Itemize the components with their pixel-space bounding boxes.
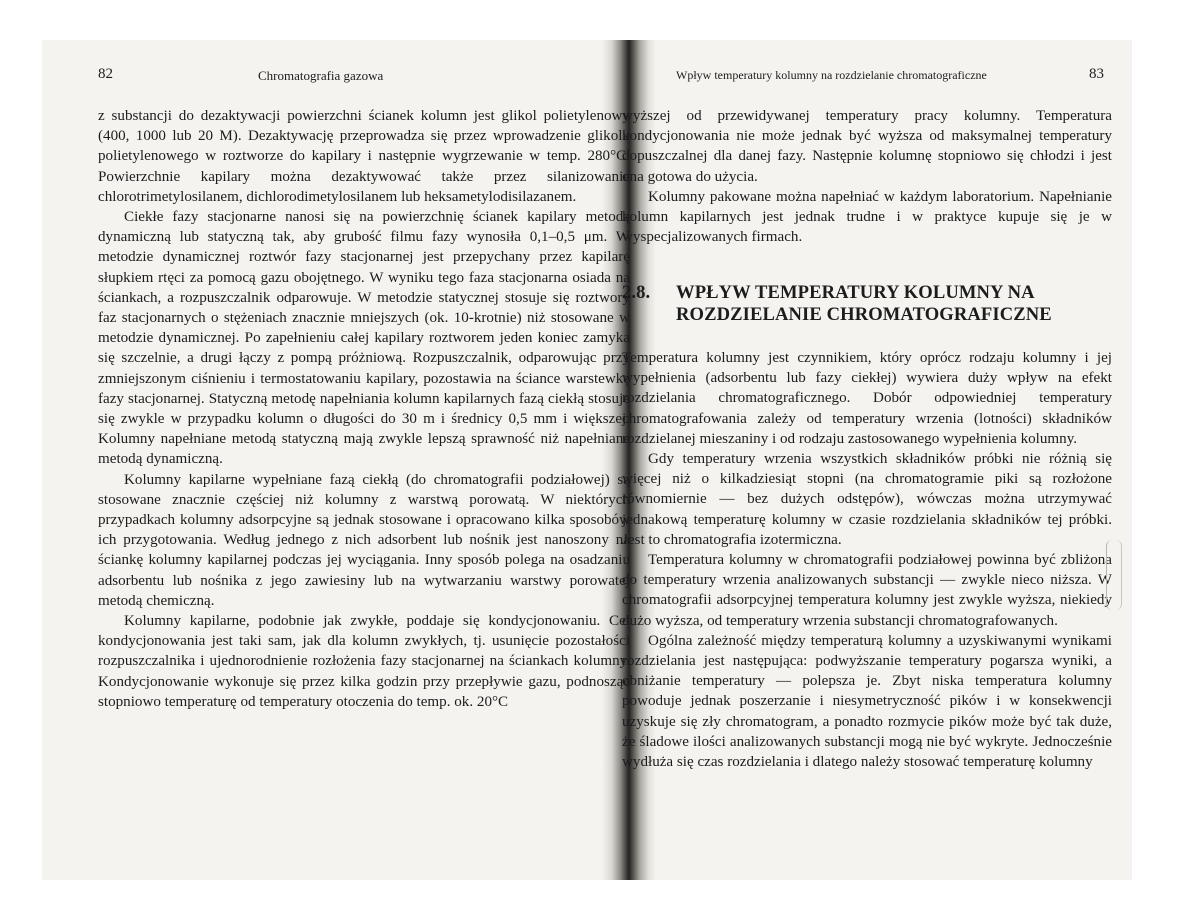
running-title: Chromatografia gazowa bbox=[258, 68, 384, 83]
paragraph: wyższej od przewidywanej temperatury pracy kolumny. Temperatura kondycjonowania nie może jednak być wyższa od maksymalnej temperatury dopuszczalnej dla danej fazy. Następnie kolumnę stopniowo się chłodzi i jest ona gotowa do użycia. bbox=[622, 108, 1112, 185]
left-page-header bbox=[98, 68, 638, 88]
right-page-top-body bbox=[622, 106, 1112, 247]
paragraph: Ogólna zależność między temperaturą kolumny a uzyskiwanymi wynikami rozdzielania jest następująca: podwyższanie temperatury pogarsza wyniki, a obniżanie temperatury — polepsza je. Zbyt niska temperatura kolumny powoduje jednak poszerzanie i niesymetryczność pików i w konsekwencji uzyskuje się zły chromatogram, a ponadto rozmycie pików może być tak duże, że śladowe ilości analizowanych substancji mogą nie być wykryte. Jednocześnie wydłuża się czas rozdzielania i dlatego należy stosować temperaturę kolumny bbox=[622, 632, 1112, 771]
right-page-section-body bbox=[622, 348, 1112, 772]
paragraph: z substancji do dezaktywacji powierzchni ścianek kolumn jest glikol polietylenowy (400, 1000 lub 20 M). Dezaktywację przeprowadza się przez wprowadzenie glikolu polietylenowego w roztworze do kapilary i następnie wygrzewanie w temp. 280°C. Powierzchnie kapilary można dezaktywować także przez silanizowanie chlorotrimetylosilanem, dichlorodimetylosilanem lub heksametylodisilazanem. bbox=[98, 108, 630, 205]
paragraph: Kolumny pakowane można napełniać w każdym laboratorium. Napełnianie kolumn kapilarnych jest jednak trudne i w praktyce kupuje się je w wyspecjalizowanych firmach. bbox=[622, 188, 1112, 246]
paragraph: Kolumny kapilarne, podobnie jak zwykłe, poddaje się kondycjonowaniu. Cel kondycjonowania jest taki sam, jak dla kolumn zwykłych, tj. usunięcie pozostałości rozpuszczalnika i ujednorodnienie rozłożenia fazy stacjonarnej na ściankach kolumny. Kondycjonowanie wykonuje się przez kilka godzin przy przepływie gazu, podnosząc stopniowo temperaturę od temperatury otoczenia do temp. ok. 20°C bbox=[98, 613, 630, 710]
paragraph: Ciekłe fazy stacjonarne nanosi się na powierzchnię ścianek kapilary metodą dynamiczną lub statyczną tak, aby grubość filmu fazy wynosiła 0,1–0,5 μm. W metodzie dynamicznej roztwór fazy stacjonarnej jest przepychany przez kapilarę słupkiem rtęci za pomocą gazu obojętnego. W wyniku tego faza stacjonarna osiada na ściankach, a rozpuszczalnik odparowuje. W metodzie statycznej stosuje się roztwory faz stacjonarnych o stężeniach znacznie mniejszych (ok. 10-krotnie) niż stosowane w metodzie dynamicznej. Po zapełnieniu całej kapilary roztworem jeden koniec zamyka się szczelnie, a drugi łączy z pompą próżniową. Rozpuszczalnik, odparowując przy zmniejszonym ciśnieniu i termostatowaniu kapilary, pozostawia na ściance warstewkę fazy stacjonarnej. Statyczną metodę napełniania kolumn kapilarnych fazą ciekłą stosuje się zwykle w przypadku kolumn o długości do 30 m i średnicy 0,5 mm i większej. Kolumny napełniane metodą statyczną mają zwykle lepszą sprawność niż napełniane metodą dynamiczną. bbox=[98, 209, 630, 468]
left-page-body bbox=[98, 106, 630, 712]
paragraph: Temperatura kolumny w chromatografii podziałowej powinna być zbliżona do temperatury wrzenia analizowanych substancji — zwykle nieco niższa. W chromatografii adsorpcyjnej temperatura kolumny jest zwykle wyższa, niekiedy dużo wyższa, od temperatury wrzenia substancji chromatografowanych. bbox=[622, 552, 1112, 629]
running-title: Wpływ temperatury kolumny na rozdzielanie chromatograficzne bbox=[676, 68, 987, 82]
section-title: WPŁYW TEMPERATURY KOLUMNY NA ROZDZIELANIE CHROMATOGRAFICZNE bbox=[676, 282, 1052, 325]
left-page bbox=[98, 40, 638, 880]
book-spread bbox=[42, 40, 1132, 880]
right-page-header bbox=[614, 68, 1134, 88]
page-number: 82 bbox=[98, 66, 113, 82]
paragraph: Kolumny kapilarne wypełniane fazą ciekłą (do chromatografii podziałowej) są stosowane znacznie częściej niż kolumny z warstwą porowatą. W niektórych przypadkach kolumny adsorpcyjne są jednak stosowane i opracowano kilka sposobów ich przygotowania. Według jednego z nich adsorbent lub nośnik jest nanoszony na ściankę kolumny kapilarnej podczas jej wyciągania. Inny sposób polega na osadzaniu adsorbentu lub nośnika z jego zawiesiny lub na wytwarzaniu warstwy porowatej metodą chemiczną. bbox=[98, 471, 630, 609]
page-number: 83 bbox=[1089, 66, 1104, 82]
right-page bbox=[614, 40, 1134, 880]
paragraph: Gdy temperatury wrzenia wszystkich składników próbki nie różnią się więcej niż o kilkadziesiąt stopni (na chromatogramie piki są rozłożone równomiernie — bez dużych odstępów), wówczas można utrzymywać jednakową temperaturę kolumny w czasie rozdzielania składników tej próbki. Jest to chromatografia izotermiczna. bbox=[622, 451, 1112, 548]
pencil-margin-mark bbox=[1106, 540, 1122, 610]
section-number: 2.8. bbox=[622, 282, 651, 303]
paragraph: Temperatura kolumny jest czynnikiem, który oprócz rodzaju kolumny i jej wypełnienia (adsorbentu lub fazy ciekłej) wywiera duży wpływ na efekt rozdzielania chromatograficznego. Dobór odpowiedniej temperatury chromatografowania zależy od temperatury wrzenia (lotności) składników rozdzielanej mieszaniny i od rodzaju zastosowanego wypełnienia kolumny. bbox=[622, 350, 1112, 447]
